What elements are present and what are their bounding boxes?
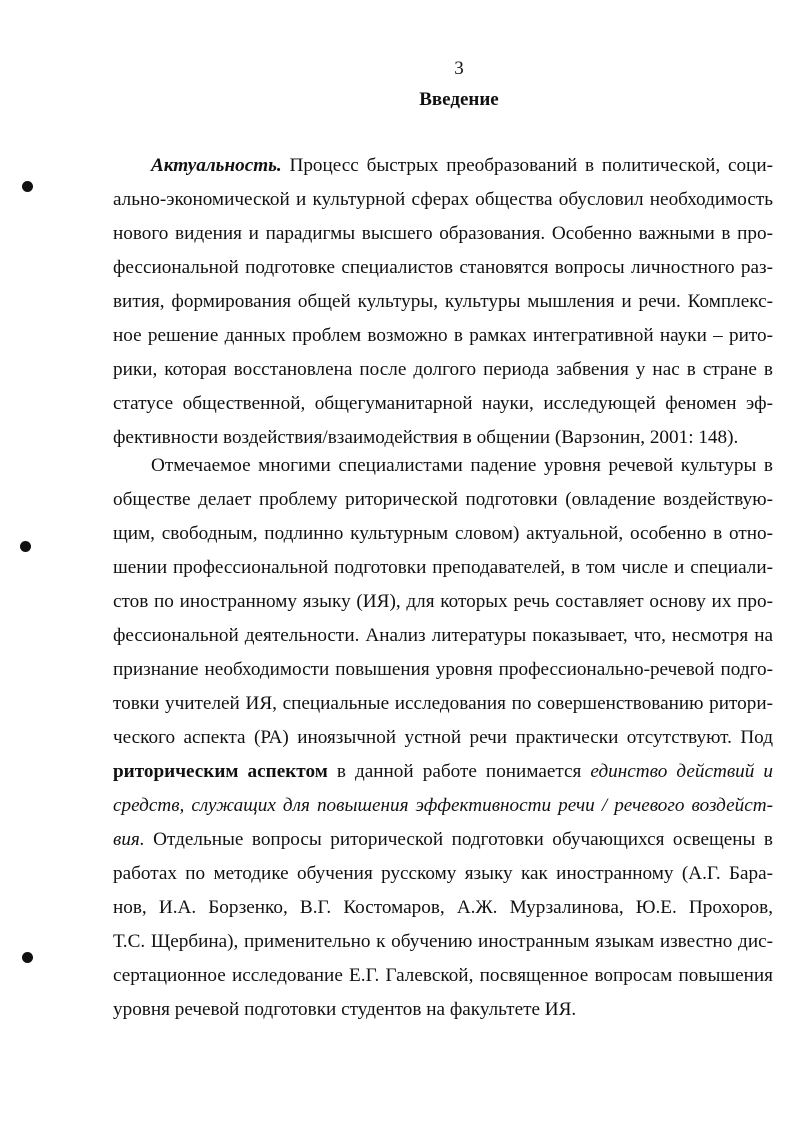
page-number: 3 <box>454 58 464 79</box>
paragraph-line: Отмечаемое многими специалистами падение уровня речевой культуры в <box>151 455 773 476</box>
definition-text: единство действий и <box>590 761 774 782</box>
paragraph-line: Т.С. Щербина), применительно к обучению иностранным языкам известно дис- <box>113 931 773 952</box>
paragraph-line: признание необходимости повышения уровня профессионально-речевой подго- <box>113 659 773 680</box>
paragraph-line: ально-экономической и культурной сферах общества обусловил необходимость <box>113 189 773 210</box>
section-heading: Введение <box>419 89 499 110</box>
paragraph-line <box>113 789 773 823</box>
paragraph-line: фессиональной деятельности. Анализ литературы показывает, что, несмотря на <box>113 625 773 646</box>
paragraph-line: стов по иностранному языку (ИЯ), для которых речь составляет основу их про- <box>113 591 773 612</box>
line-text: в данной работе понимается <box>327 761 591 782</box>
paragraph-line: нового видения и парадигмы высшего образования. Особенно важными в про- <box>113 223 773 244</box>
line-text: Процесс быстрых преобразований в политической, соци- <box>281 155 773 176</box>
paragraph-line: шении профессиональной подготовки преподавателей, в том числе и специали- <box>113 557 773 578</box>
paragraph-line: статусе общественной, общегуманитарной науки, исследующей феномен эф- <box>113 393 773 414</box>
paragraph-line <box>151 149 773 183</box>
paragraph-line: уровня речевой подготовки студентов на факультете ИЯ. <box>113 999 577 1020</box>
paragraph-line: ческого аспекта (РА) иноязычной устной речи практически отсутствуют. Под <box>113 727 773 748</box>
paragraph-line <box>113 755 773 789</box>
paragraph-line: ное решение данных проблем возможно в рамках интегративной науки – рито- <box>113 325 773 346</box>
paragraph-line: щим, свободным, подлинно культурным словом) актуальной, особенно в отно- <box>113 523 773 544</box>
binding-hole-mark <box>20 541 31 552</box>
paragraph-line: нов, И.А. Борзенко, В.Г. Костомаров, А.Ж. Мурзалинова, Ю.Е. Прохоров, <box>113 897 773 918</box>
paragraph-line: фективности воздействия/взаимодействия в общении (Варзонин, 2001: 148). <box>113 427 739 448</box>
paragraph-line: вития, формирования общей культуры, культуры мышления и речи. Комплекс- <box>113 291 773 312</box>
binding-hole-mark <box>22 952 33 963</box>
paragraph-line: работах по методике обучения русскому языку как иностранному (А.Г. Бара- <box>113 863 773 884</box>
key-term: риторическим аспектом <box>113 761 328 782</box>
line-text: Отдельные вопросы риторической подготовки обучающихся освещены в <box>144 829 773 850</box>
definition-text: вия. <box>113 829 145 850</box>
lead-term: Актуальность. <box>151 155 282 176</box>
paragraph-line: фессиональной подготовке специалистов становятся вопросы личностного раз- <box>113 257 773 278</box>
definition-text: средств, служащих для повышения эффективности речи / речевого воздейст- <box>113 795 773 816</box>
paragraph-line: рики, которая восстановлена после долгого периода забвения у нас в стране в <box>113 359 773 380</box>
binding-hole-mark <box>22 181 33 192</box>
paragraph-line: сертационное исследование Е.Г. Галевской, посвященное вопросам повышения <box>113 965 773 986</box>
paragraph-line: обществе делает проблему риторической подготовки (овладение воздействую- <box>113 489 773 510</box>
paragraph-line: товки учителей ИЯ, специальные исследования по совершенствованию ритори- <box>113 693 773 714</box>
paragraph-line <box>113 823 773 857</box>
